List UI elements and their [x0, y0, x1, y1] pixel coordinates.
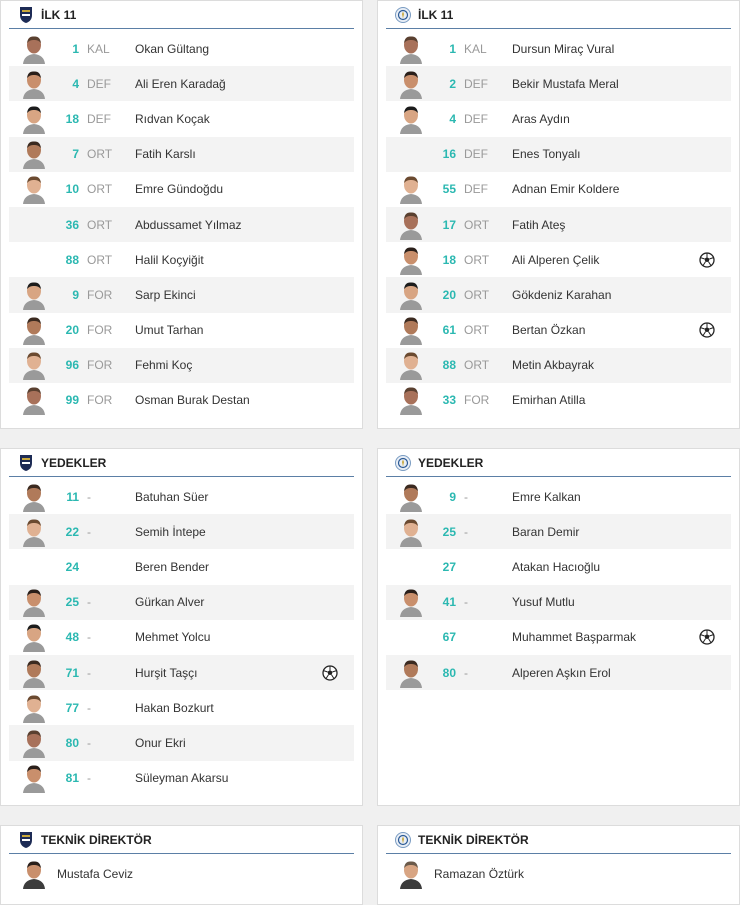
player-name[interactable]: Bertan Özkan	[512, 323, 586, 338]
player-row[interactable]	[9, 66, 354, 101]
player-position: DEF	[87, 111, 111, 126]
player-photo	[398, 517, 424, 547]
player-photo	[21, 139, 47, 169]
player-number: 81	[65, 771, 79, 786]
player-photo	[21, 587, 47, 617]
player-photo	[21, 693, 47, 723]
player-position: FOR	[87, 323, 113, 338]
player-photo	[21, 482, 47, 512]
player-photo	[398, 315, 424, 345]
player-number: 18	[65, 111, 79, 126]
away-subs-card	[377, 448, 740, 806]
player-photo	[21, 34, 47, 64]
home-subs-title: YEDEKLER	[41, 455, 107, 470]
player-position: -	[464, 489, 468, 504]
player-position: -	[464, 665, 468, 680]
player-photo	[21, 728, 47, 758]
home-coach-row-wrap	[9, 856, 354, 891]
player-photo	[398, 174, 424, 204]
player-number: 2	[449, 76, 456, 91]
player-name[interactable]: Umut Tarhan	[135, 323, 204, 338]
away-subs-list	[386, 479, 731, 690]
player-photo	[398, 69, 424, 99]
player-row[interactable]	[9, 383, 354, 418]
player-photo	[398, 245, 424, 275]
away-subs-header	[386, 449, 731, 477]
player-position: DEF	[464, 76, 488, 91]
player-number: 36	[65, 217, 79, 232]
player-photo	[21, 622, 47, 652]
player-position: -	[87, 489, 91, 504]
player-number: 48	[65, 630, 79, 645]
player-name[interactable]: Baran Demir	[512, 524, 580, 539]
player-position: KAL	[87, 41, 110, 56]
home-lineup-list	[9, 31, 354, 418]
player-name[interactable]: Emirhan Atilla	[512, 393, 586, 408]
player-photo	[21, 69, 47, 99]
player-position: FOR	[464, 393, 490, 408]
player-row[interactable]	[9, 725, 354, 760]
player-position: -	[87, 630, 91, 645]
player-number: 11	[66, 489, 79, 504]
home-team-crest-icon	[17, 454, 35, 472]
soccer-ball-icon	[322, 665, 338, 681]
player-number: 4	[449, 111, 456, 126]
player-photo	[21, 517, 47, 547]
player-row[interactable]	[9, 549, 354, 584]
player-name[interactable]: Metin Akbayrak	[512, 358, 595, 373]
player-row[interactable]	[386, 101, 731, 136]
player-photo	[398, 385, 424, 415]
player-row[interactable]	[9, 655, 354, 690]
player-row[interactable]	[386, 655, 731, 690]
player-position: -	[87, 735, 91, 750]
player-position: DEF	[464, 182, 488, 197]
player-row[interactable]	[386, 479, 731, 514]
player-photo	[21, 385, 47, 415]
player-name[interactable]: Gökdeniz Karahan	[512, 287, 612, 302]
player-position: ORT	[87, 217, 113, 232]
player-position: DEF	[464, 111, 488, 126]
player-row[interactable]	[386, 348, 731, 383]
player-position: DEF	[464, 147, 488, 162]
player-name[interactable]: Semih İntepe	[135, 524, 206, 539]
player-number: 22	[65, 524, 79, 539]
player-photo	[398, 658, 424, 688]
player-row[interactable]	[386, 242, 731, 277]
player-position: ORT	[464, 358, 490, 373]
away-lineup-header	[386, 1, 731, 29]
player-position: -	[464, 524, 468, 539]
player-row[interactable]	[9, 348, 354, 383]
player-photo	[398, 482, 424, 512]
player-row[interactable]	[386, 66, 731, 101]
player-position: FOR	[87, 287, 113, 302]
away-team-crest-icon	[394, 831, 412, 849]
player-name[interactable]: Sarp Ekinci	[135, 287, 196, 302]
away-coach-header	[386, 826, 731, 854]
player-name[interactable]: Onur Ekri	[135, 735, 186, 750]
player-name[interactable]: Hurşit Taşçı	[135, 665, 198, 680]
player-photo	[398, 350, 424, 380]
player-name[interactable]: Rıdvan Koçak	[135, 111, 210, 126]
player-row[interactable]	[9, 207, 354, 242]
player-number: 33	[442, 393, 456, 408]
player-position: FOR	[87, 393, 113, 408]
soccer-ball-icon	[699, 322, 715, 338]
player-position: -	[464, 595, 468, 610]
soccer-ball-icon	[699, 629, 715, 645]
home-team-crest-icon	[17, 6, 35, 24]
player-number: 77	[65, 700, 79, 715]
player-row[interactable]	[386, 137, 731, 172]
player-row[interactable]	[386, 383, 731, 418]
player-position: FOR	[87, 358, 113, 373]
away-lineup-title: İLK 11	[418, 7, 454, 22]
player-number: 88	[65, 252, 79, 267]
player-photo	[398, 587, 424, 617]
player-photo	[21, 763, 47, 793]
player-number: 10	[65, 182, 79, 197]
player-number: 24	[65, 559, 79, 574]
player-number: 7	[72, 147, 79, 162]
player-name[interactable]: Atakan Hacıoğlu	[512, 559, 601, 574]
player-number: 1	[72, 41, 79, 56]
player-row[interactable]	[386, 207, 731, 242]
home-coach-title: TEKNİK DİREKTÖR	[41, 832, 152, 847]
player-row[interactable]	[9, 137, 354, 172]
player-name[interactable]: Okan Gültang	[135, 41, 210, 56]
player-row[interactable]	[9, 313, 354, 348]
coach-name[interactable]: Ramazan Öztürk	[434, 866, 525, 881]
player-name[interactable]: Abdussamet Yılmaz	[135, 217, 242, 232]
player-name[interactable]: Gürkan Alver	[135, 595, 205, 610]
player-number: 17	[442, 217, 456, 232]
player-photo	[21, 658, 47, 688]
player-photo	[21, 280, 47, 310]
player-number: 61	[442, 323, 456, 338]
player-number: 16	[442, 147, 456, 162]
player-number: 25	[65, 595, 79, 610]
player-number: 80	[442, 665, 456, 680]
away-coach-title: TEKNİK DİREKTÖR	[418, 832, 529, 847]
player-position: KAL	[464, 41, 487, 56]
player-name[interactable]: Enes Tonyalı	[512, 147, 581, 162]
home-coach-header	[9, 826, 354, 854]
player-number: 80	[65, 735, 79, 750]
player-number: 9	[449, 489, 456, 504]
player-position: DEF	[87, 76, 111, 91]
player-row[interactable]	[386, 172, 731, 207]
away-team-crest-icon	[394, 454, 412, 472]
player-name[interactable]: Batuhan Süer	[135, 489, 209, 504]
player-number: 4	[72, 76, 79, 91]
away-subs-title: YEDEKLER	[418, 455, 484, 470]
player-row[interactable]	[9, 277, 354, 312]
player-row[interactable]	[9, 101, 354, 136]
coach-photo	[21, 859, 47, 889]
player-photo	[21, 350, 47, 380]
player-position: ORT	[464, 217, 490, 232]
coach-photo	[398, 859, 424, 889]
player-row[interactable]	[9, 514, 354, 549]
player-row[interactable]	[9, 585, 354, 620]
away-coach-row-wrap	[386, 856, 731, 891]
away-lineup-list	[386, 31, 731, 418]
away-lineup-card	[377, 0, 740, 429]
player-name[interactable]: Yusuf Mutlu	[512, 595, 575, 610]
player-name[interactable]: Bekir Mustafa Meral	[512, 76, 619, 91]
player-name[interactable]: Süleyman Akarsu	[135, 771, 229, 786]
soccer-ball-icon	[699, 252, 715, 268]
player-position: ORT	[464, 323, 490, 338]
player-number: 20	[65, 323, 79, 338]
player-position: -	[87, 771, 91, 786]
player-name[interactable]: Hakan Bozkurt	[135, 700, 214, 715]
player-name[interactable]: Dursun Miraç Vural	[512, 41, 615, 56]
player-row[interactable]	[9, 172, 354, 207]
player-number: 18	[442, 252, 456, 267]
player-name[interactable]: Osman Burak Destan	[135, 393, 250, 408]
coach-row	[386, 856, 731, 891]
player-name[interactable]: Alperen Aşkın Erol	[512, 665, 611, 680]
player-photo	[21, 315, 47, 345]
player-position: ORT	[87, 147, 113, 162]
player-photo	[398, 280, 424, 310]
player-position: -	[87, 595, 91, 610]
player-row[interactable]	[386, 620, 731, 655]
player-position: -	[87, 665, 91, 680]
player-position: -	[87, 700, 91, 715]
home-team-crest-icon	[17, 831, 35, 849]
player-name[interactable]: Aras Aydın	[512, 111, 570, 126]
player-number: 99	[65, 393, 79, 408]
player-position: -	[87, 524, 91, 539]
player-number: 25	[442, 524, 456, 539]
player-name[interactable]: Beren Bender	[135, 559, 210, 574]
player-number: 41	[442, 595, 456, 610]
player-number: 1	[449, 41, 456, 56]
player-number: 96	[65, 358, 79, 373]
player-name[interactable]: Halil Koçyiğit	[135, 252, 204, 267]
player-row[interactable]	[386, 585, 731, 620]
home-subs-header	[9, 449, 354, 477]
player-number: 71	[65, 665, 79, 680]
player-name[interactable]: Ali Eren Karadağ	[135, 76, 226, 91]
player-position: ORT	[464, 287, 490, 302]
player-position: ORT	[87, 252, 113, 267]
player-number: 88	[442, 358, 456, 373]
home-lineup-header	[9, 1, 354, 29]
coach-name[interactable]: Mustafa Ceviz	[57, 866, 134, 881]
player-photo	[21, 174, 47, 204]
player-number: 55	[442, 182, 456, 197]
player-name[interactable]: Muhammet Başparmak	[512, 630, 637, 645]
player-name[interactable]: Fehmi Koç	[135, 358, 193, 373]
player-position: ORT	[464, 252, 490, 267]
player-row[interactable]	[386, 514, 731, 549]
player-name[interactable]: Fatih Ateş	[512, 217, 566, 232]
player-row[interactable]	[9, 690, 354, 725]
player-row[interactable]	[386, 277, 731, 312]
player-row[interactable]	[9, 31, 354, 66]
away-coach-card	[377, 825, 740, 905]
player-number: 20	[442, 287, 456, 302]
away-team-crest-icon	[394, 6, 412, 24]
home-subs-list	[9, 479, 354, 796]
player-photo	[398, 210, 424, 240]
player-number: 67	[442, 630, 456, 645]
player-row[interactable]	[386, 313, 731, 348]
home-coach-card	[0, 825, 363, 905]
player-photo	[398, 34, 424, 64]
player-number: 27	[442, 559, 456, 574]
player-name[interactable]: Emre Gündoğdu	[135, 182, 224, 197]
coach-row	[9, 856, 354, 891]
player-name[interactable]: Adnan Emir Koldere	[512, 182, 620, 197]
player-row[interactable]	[9, 479, 354, 514]
player-name[interactable]: Ali Alperen Çelik	[512, 252, 600, 267]
player-photo	[398, 104, 424, 134]
player-row[interactable]	[9, 761, 354, 796]
home-lineup-card	[0, 0, 363, 429]
player-name[interactable]: Fatih Karslı	[135, 147, 196, 162]
player-row[interactable]	[9, 242, 354, 277]
home-lineup-title: İLK 11	[41, 7, 77, 22]
player-number: 9	[72, 287, 79, 302]
player-row[interactable]	[386, 549, 731, 584]
player-photo	[21, 104, 47, 134]
home-subs-card	[0, 448, 363, 806]
player-name[interactable]: Mehmet Yolcu	[135, 630, 211, 645]
player-row[interactable]	[386, 31, 731, 66]
player-position: ORT	[87, 182, 113, 197]
player-name[interactable]: Emre Kalkan	[512, 489, 581, 504]
player-row[interactable]	[9, 620, 354, 655]
